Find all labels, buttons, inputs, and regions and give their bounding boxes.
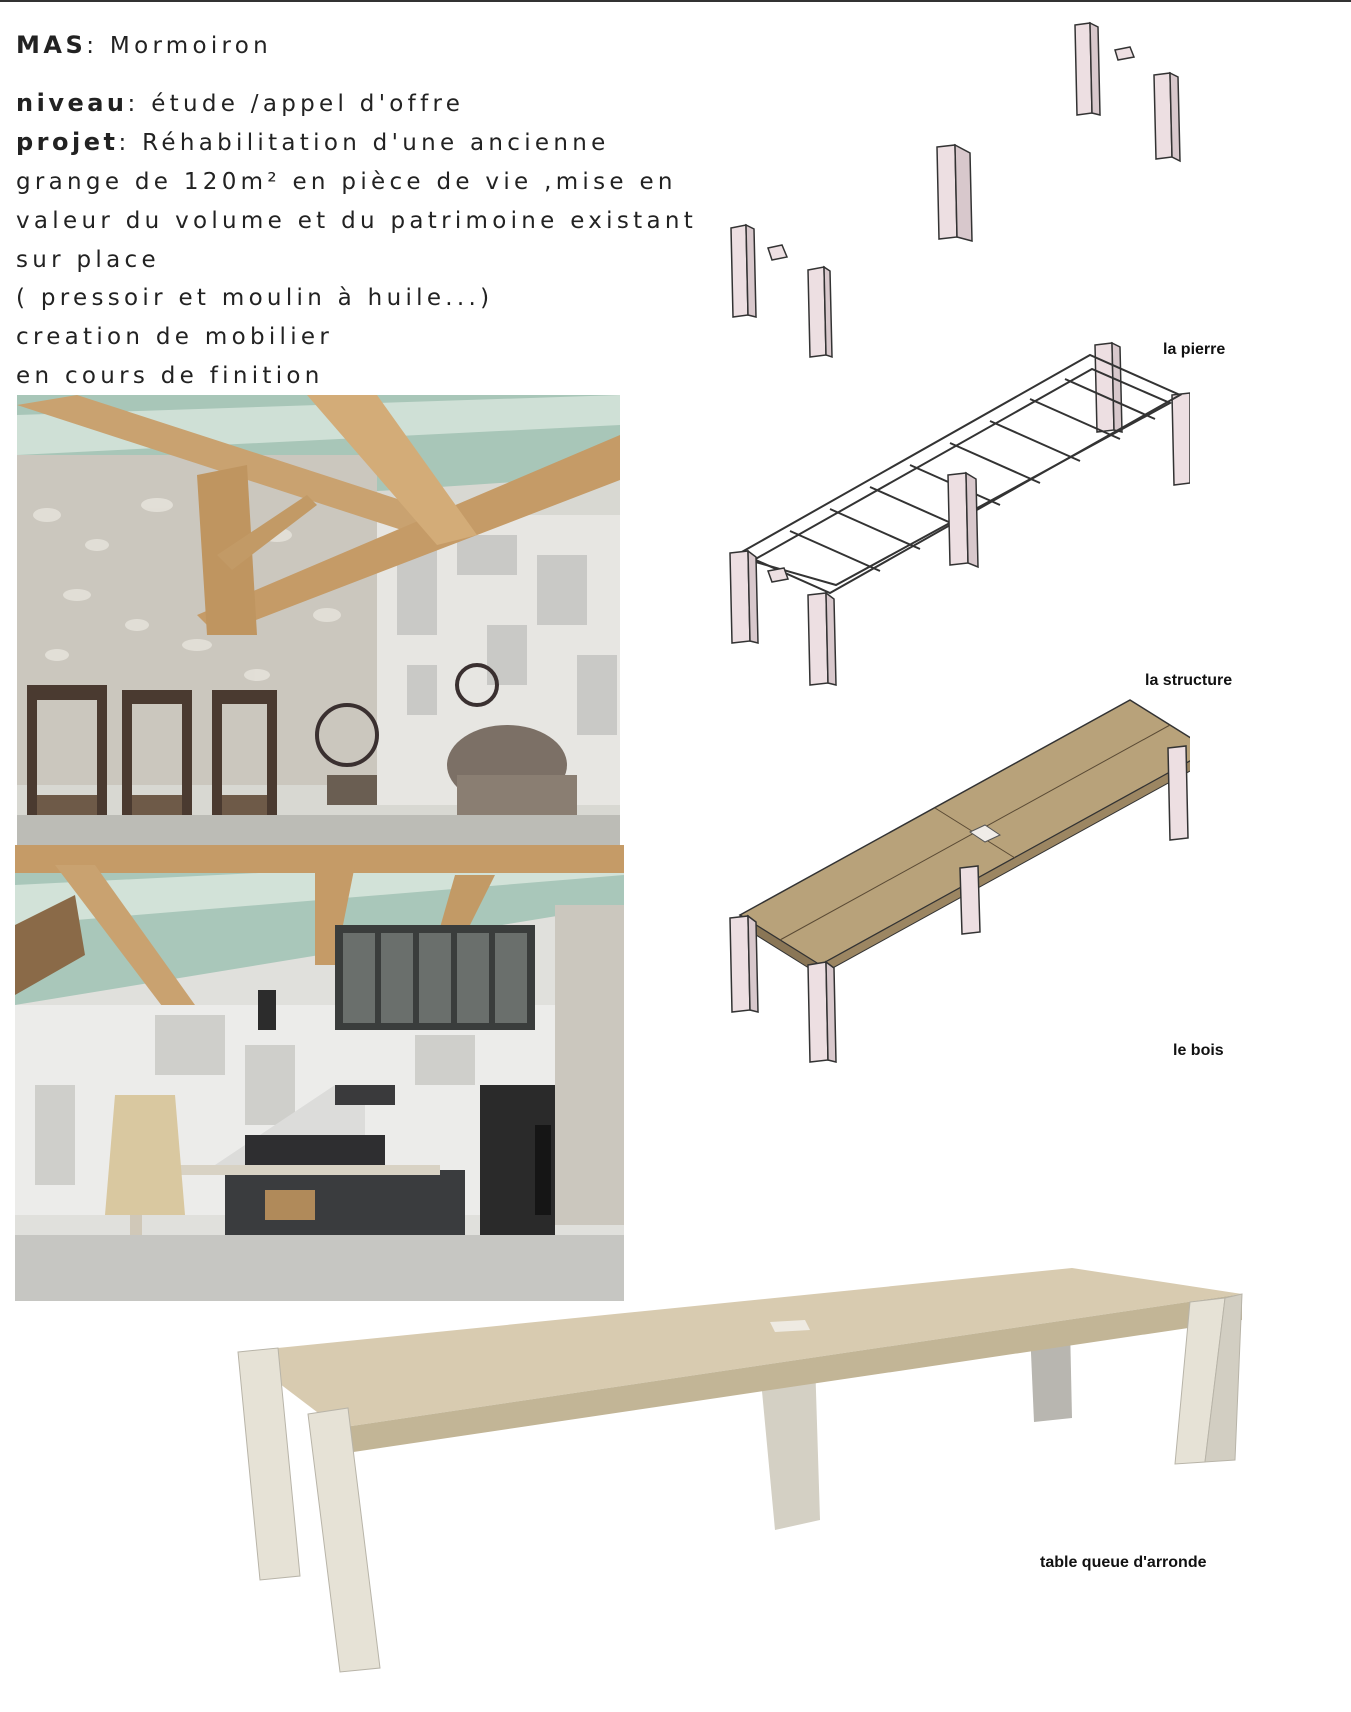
projet-line-5: ( pressoir et moulin à huile...) bbox=[16, 285, 494, 312]
mas-label: MAS bbox=[16, 31, 87, 59]
projet-line-4: sur place bbox=[16, 246, 160, 273]
niveau-line: niveau: étude /appel d'offre bbox=[16, 88, 465, 117]
caption-final: table queue d'arronde bbox=[1040, 1554, 1207, 1571]
niveau-value: étude /appel d'offre bbox=[151, 90, 465, 117]
stone-legs-drawing bbox=[720, 15, 1190, 365]
caption-stone: la pierre bbox=[1163, 341, 1226, 358]
steel-structure-drawing bbox=[720, 335, 1190, 705]
table-render-drawing bbox=[230, 1250, 1250, 1690]
projet-line-2: grange de 120m² en pièce de vie ,mise en bbox=[16, 169, 677, 196]
projet-line: projet: Réhabilitation d'une ancienne bbox=[16, 128, 610, 157]
projet-line-7: en cours de finition bbox=[16, 362, 324, 389]
caption-structure: la structure bbox=[1145, 672, 1233, 689]
projet-label: projet bbox=[16, 128, 119, 157]
kitchen-interior-photo bbox=[15, 845, 624, 1301]
project-description bbox=[16, 26, 698, 395]
projet-line-6: creation de mobilier bbox=[16, 323, 334, 350]
project-title-line: MAS: Mormoiron bbox=[16, 31, 273, 59]
project-location: Mormoiron bbox=[109, 33, 273, 59]
projet-line-3: valeur du volume et du patrimoine existant bbox=[16, 207, 698, 234]
barn-interior-presses-photo bbox=[17, 395, 620, 845]
niveau-label: niveau bbox=[16, 88, 128, 117]
caption-wood: le bois bbox=[1173, 1042, 1224, 1059]
top-rule bbox=[0, 0, 1351, 2]
projet-line-1: Réhabilitation d'une ancienne bbox=[142, 130, 610, 157]
wood-top-drawing bbox=[720, 690, 1190, 1070]
